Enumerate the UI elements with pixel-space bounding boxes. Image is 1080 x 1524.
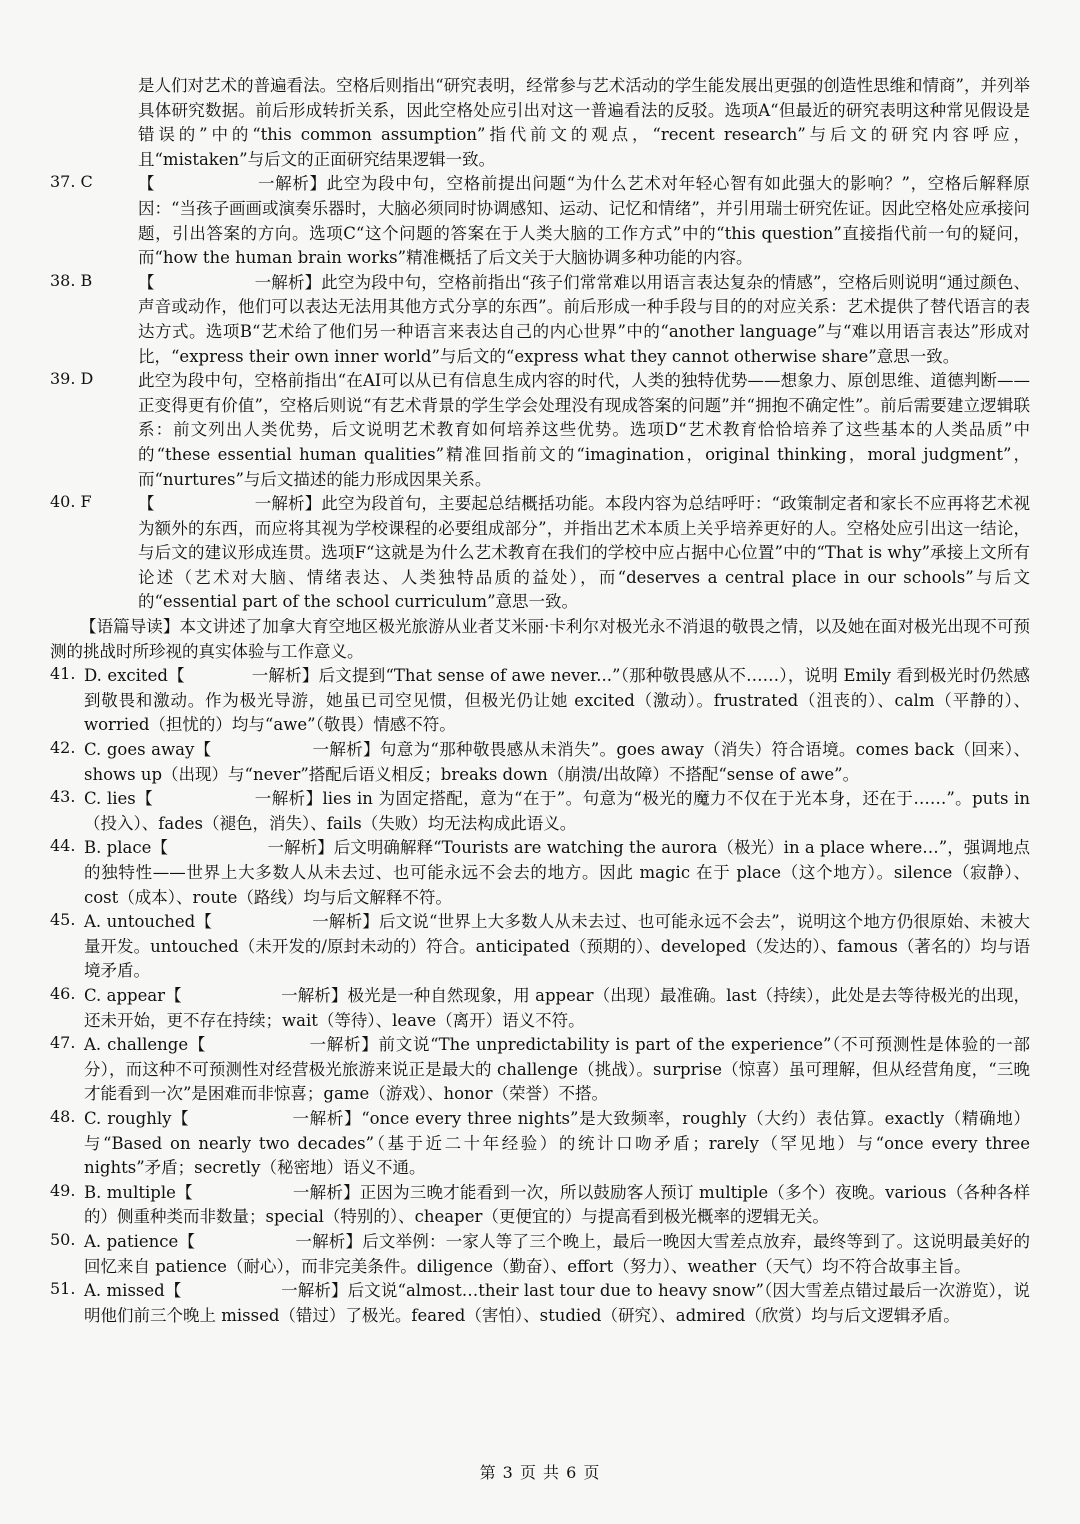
answer-explanation: A. untouched【 一解析】后文说“世界上大多数人从未去过、也可能永远不会去”，说明这个地方仍很原始、未被大量开发。untouched（未开发的/原封未动的）符合。anticipated（预期的）、developed（发达的）、famous（著名的）均与语境矛盾。: [84, 912, 1030, 981]
answer-number: 42.: [50, 738, 76, 758]
answer-item-44: [50, 836, 1030, 910]
answer-item-41: [50, 664, 1030, 738]
answer-number: 48.: [50, 1106, 76, 1126]
answer-item-38: [50, 271, 1030, 369]
answer-item-43: [50, 787, 1030, 836]
answer-number: 43.: [50, 787, 76, 807]
answer-explanation: C. roughly【 一解析】“once every three nights”是大致频率，roughly（大约）表估算。exactly（精确地）与“Based on nearly two decades”（基于近二十年经验）的统计口吻矛盾；rarely（罕见地）与“once every three nights”矛盾；secretly（秘密地）语义不通。: [84, 1108, 1030, 1178]
answer-item-47: [50, 1033, 1030, 1107]
answer-explanation: A. patience【 一解析】后文举例：一家人等了三个晚上，最后一晚因大雪差点放弃，最终等到了。这说明最美好的回忆来自 patience（耐心），而非完美条件。diligence（勤奋）、effort（努力）、weather（天气）均不符合故事主旨。: [84, 1231, 1030, 1276]
answer-number: 37. C: [50, 172, 93, 192]
answer-number: 39. D: [50, 369, 94, 389]
answer-item-42: [50, 738, 1030, 787]
answer-explanation: A. missed【 一解析】后文说“almost…their last tour due to heavy snow”（因大雪差点错过最后一次游览），说明他们前三个晚上 missed（错过）了极光。feared（害怕）、studied（研究）、admired（欣赏）均与后文逻辑矛盾。: [84, 1281, 1030, 1325]
answer-item-39: [50, 369, 1030, 492]
answer-number: 50.: [50, 1229, 76, 1249]
answer-item-40: [50, 492, 1030, 615]
answers-section-7-choose-5: [50, 172, 1030, 615]
answer-number: 49.: [50, 1180, 76, 1200]
answer-number: 46.: [50, 983, 76, 1003]
answers-section-cloze: [50, 664, 1030, 1328]
answer-item-48: [50, 1107, 1030, 1181]
answer-number: 51.: [50, 1279, 76, 1299]
answer-item-46: [50, 984, 1030, 1033]
answer-explanation: 【 一解析】此空为段首句，主要起总结概括功能。本段内容为总结呼吁：“政策制定者和家长不应再将艺术视为额外的东西，而应将其视为学校课程的必要组成部分”，并指出艺术本质上关乎培养更好的人。空格处应引出这一结论，与后文的建议形成连贯。选项F“这就是为什么艺术教育在我们的学校中应占据中心位置”中的“That is why”承接上文所有论述（艺术对大脑、情绪表达、人类独特品质的益处），而“deserves a central place in our schools”与后文的“essential part of the school curriculum”意思一致。: [138, 494, 1030, 612]
page-footer: 第 3 页 共 6 页: [479, 1463, 601, 1482]
answer-number: 40. F: [50, 492, 92, 512]
answer-item-49: [50, 1181, 1030, 1230]
answer-number: 44.: [50, 836, 76, 856]
answer-explanation: 此空为段中句，空格前指出“在AI可以从已有信息生成内容的时代，人类的独特优势——想象力、原创思维、道德判断——正变得更有价值”，空格后则说“有艺术背景的学生学会处理没有现成答案的问题”并“拥抱不确定性”。前后需要建立逻辑联系：前文列出人类优势，后文说明艺术教育如何培养这些优势。选项D“艺术教育恰恰培养了这些基本的人类品质”中的“these essential human qualities”精准回指前文的“imagination，original thinking，moral judgment”，而“nurtures”与后文描述的能力形成因果关系。: [138, 371, 1030, 489]
intro-paragraph: 是人们对艺术的普遍看法。空格后则指出“研究表明，经常参与艺术活动的学生能发展出更强的创造性思维和情商”，并列举具体研究数据。前后形成转折关系，因此空格处应引出对这一普遍看法的反驳。选项A“但最近的研究表明这种常见假设是错误的”中的“this common assumption”指代前文的观点，“recent research”与后文的研究内容呼应，且“mistaken”与后文的正面研究结果逻辑一致。: [138, 76, 1030, 169]
answer-explanation: C. lies【 一解析】lies in 为固定搭配，意为“在于”。句意为“极光的魔力不仅在于光本身，还在于……”。puts in（投入）、fades（褪色，消失）、fails（失败）均无法构成此语义。: [84, 789, 1030, 833]
answer-explanation: 【 一解析】此空为段中句，空格前指出“孩子们常常难以用语言表达复杂的情感”，空格后则说明“通过颜色、声音或动作，他们可以表达无法用其他方式分享的东西”。前后形成一种手段与目的的对应关系：艺术提供了替代语言的表达方式。选项B“艺术给了他们另一种语言来表达自己的内心世界”中的“another language”与“难以用语言表达”形成对比，“express their own inner world”与后文的“express what they cannot otherwise share”意思一致。: [138, 272, 1030, 366]
answer-explanation: A. challenge【 一解析】前文说“The unpredictability is part of the experience”（不可预测性是体验的一部分），而这种不可预测性对经营极光旅游来说正是最大的 challenge（挑战）。surprise（惊喜）虽可理解，但从经营角度，“三晚才能看到一次”是困难而非惊喜；game（游戏）、honor（荣誉）不搭。: [84, 1035, 1030, 1104]
answer-item-51: [50, 1279, 1030, 1328]
answer-item-45: [50, 910, 1030, 984]
answer-number: 45.: [50, 910, 76, 930]
answer-number: 47.: [50, 1033, 76, 1053]
answer-explanation: D. excited【 一解析】后文提到“That sense of awe never...”（那种敬畏感从不……），说明 Emily 看到极光时仍然感到敬畏和激动。作为极光导游，她虽已司空见惯，但极光仍让她 excited（激动）。frustrated（沮丧的）、calm（平静的）、worried（担忧的）均与“awe”（敬畏）情感不符。: [84, 666, 1030, 735]
content: [50, 74, 1030, 1328]
answer-explanation: C. appear【 一解析】极光是一种自然现象，用 appear（出现）最准确。last（持续），此处是去等待极光的出现，还未开始，更不存在持续；wait（等待）、leave（离开）语义不符。: [84, 985, 1030, 1030]
answer-item-50: [50, 1230, 1030, 1279]
answer-explanation: B. multiple【 一解析】正因为三晚才能看到一次，所以鼓励客人预订 multiple（多个）夜晚。various（各种各样的）侧重种类而非数量；special（特别的）、cheaper（更便宜的）与提高看到极光概率的逻辑无关。: [84, 1182, 1030, 1227]
answer-number: 38. B: [50, 270, 93, 290]
answer-item-37: [50, 172, 1030, 270]
answer-number: 41.: [50, 664, 76, 684]
answer-explanation: C. goes away【 一解析】句意为“那种敬畏感从未消失”。goes away（消失）符合语境。comes back（回来）、shows up（出现）与“never”搭配后语义相反；breaks down（崩溃/出故障）不搭配“sense of awe”。: [84, 740, 1030, 784]
answer-explanation: 【 一解析】此空为段中句，空格前提出问题“为什么艺术对年轻心智有如此强大的影响？”，空格后解释原因：“当孩子画画或演奏乐器时，大脑必须同时协调感知、运动、记忆和情绪”，并引用瑞士研究佐证。因此空格处应承接问题，引出答案的方向。选项C“这个问题的答案在于人类大脑的工作方式”中的“this question”直接指代前一句的疑问，而“how the human brain works”精准概括了后文关于大脑协调多种功能的内容。: [138, 174, 1030, 268]
answer-explanation: B. place【 一解析】后文明确解释“Tourists are watching the aurora（极光）in a place where…”，强调地点的独特性——世界上大多数人从未去过、也可能永远不会去的地方。因此 magic 在于 place（这个地方）。silence（寂静）、cost（成本）、route（路线）均与后文解释不符。: [84, 838, 1030, 907]
reading-guide: 【语篇导读】本文讲述了加拿大育空地区极光旅游从业者艾米丽·卡利尔对极光永不消退的敬畏之情，以及她在面对极光出现不可预测的挑战时所珍视的真实体验与工作意义。: [50, 617, 1030, 661]
